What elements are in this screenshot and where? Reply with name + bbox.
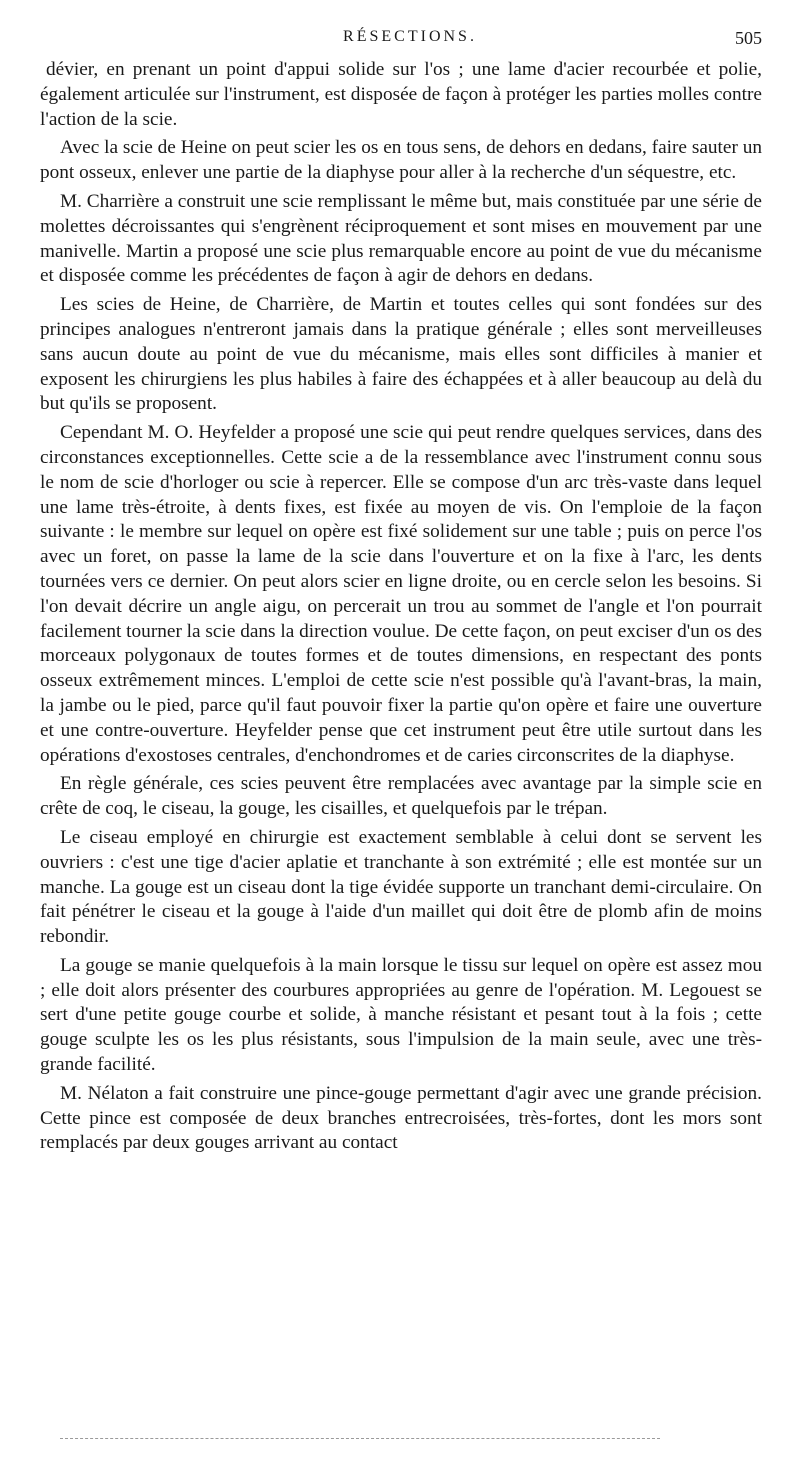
paragraph: Les scies de Heine, de Charrière, de Martin et toutes celles qui sont fondées sur des principes analogues n'entreront jamais dans la pratique générale ; elles sont merveilleuses sans aucun doute au point de vue du mécanisme, mais elles sont difficiles à manier et exposent les chirurgiens les plus habiles à faire des échappées et à aller beaucoup au delà du but qu'ils se proposent. bbox=[40, 294, 762, 415]
paragraph: En règle générale, ces scies peuvent être remplacées avec avantage par la simple scie en crête de coq, le ciseau, la gouge, les cisailles, et quelquefois par le trépan. bbox=[40, 773, 762, 820]
paragraph: Avec la scie de Heine on peut scier les os en tous sens, de dehors en dedans, faire sauter un pont osseux, enlever une partie de la diaphyse pour aller à la recherche d'un séquestre, etc. bbox=[40, 137, 762, 184]
running-header bbox=[40, 28, 762, 58]
paragraph: La gouge se manie quelquefois à la main lorsque le tissu sur lequel on opère est assez mou ; elle doit alors présenter des courbures appropriées au genre de l'opération. M. Legouest se sert d'une petite gouge courbe et solide, à manche résistant et pesant tout à la fois ; cette gouge sculpte les os les plus résistants, sous l'impulsion de la main seule, avec une très-grande facilité. bbox=[40, 954, 762, 1076]
paragraph: M. Charrière a construit une scie remplissant le même but, mais constituée par une série de molettes décroissantes qui s'engrènent réciproquement et sont mises en mouvement par une manivelle. Martin a proposé une scie plus remarquable encore au point de vue du mécanisme et disposée comme les précédentes de façon à agir de dehors en dedans. bbox=[40, 190, 762, 287]
book-page bbox=[40, 28, 762, 1160]
paragraph: Le ciseau employé en chirurgie est exactement semblable à celui dont se servent les ouvriers : c'est une tige d'acier aplatie et tranchante à son extrémité ; elle est montée sur un manche. La gouge est un ciseau dont la tige évidée supporte un tranchant demi-circulaire. On fait pénétrer le ciseau et la gouge à l'aide d'un maillet qui doit être de plomb afin de moins rebondir. bbox=[40, 826, 762, 948]
page-number: 505 bbox=[735, 28, 762, 48]
paragraph: dévier, en prenant un point d'appui solide sur l'os ; une lame d'acier recourbée et polie, également articulée sur l'instrument, est disposée de façon à protéger les parties molles contre l'action de la scie. bbox=[40, 59, 762, 130]
body-text bbox=[40, 58, 762, 1156]
paragraph: Cependant M. O. Heyfelder a proposé une scie qui peut rendre quelques services, dans des circonstances exceptionnelles. Cette scie a de la ressemblance avec l'instrument connu sous le nom de scie d'horloger ou scie à repercer. Elle se compose d'un arc très-vaste dans lequel une lame très-étroite, à dents fixes, est fixée au moyen de vis. On l'emploie de la façon suivante : le membre sur lequel on opère est fixé solidement sur une table ; puis on perce l'os avec un foret, on passe la lame de la scie dans l'ouverture et on la fixe à l'arc, les dents tournées vers ce dernier. On peut alors scier en ligne droite, ou en cercle selon les besoins. Si l'on devait décrire un angle aigu, on percerait un trou au sommet de l'angle et l'on pourrait facilement tourner la scie dans la direction voulue. De cette façon, on peut exciser d'un os des morceaux polygonaux de toutes formes et de toutes dimensions, en respectant des ponts osseux extrêmement minces. L'emploi de cette scie n'est possible qu'à l'avant-bras, la main, la jambe ou le pied, parce qu'il faut pouvoir fixer la partie qu'on opère et faire une ouverture et une contre-ouverture. Heyfelder pense que cet instrument peut être utile surtout dans les opérations d'exostoses centrales, d'enchondromes et de caries circonscrites de la diaphyse. bbox=[40, 422, 762, 766]
paragraph: M. Nélaton a fait construire une pince-gouge permettant d'agir avec une grande précision. Cette pince est composée de deux branches entrecroisées, très-fortes, dont les mors sont remplacés par deux gouges arrivant au contact bbox=[40, 1082, 762, 1154]
running-title: RÉSECTIONS. bbox=[343, 28, 477, 45]
bottom-divider bbox=[60, 1438, 660, 1439]
